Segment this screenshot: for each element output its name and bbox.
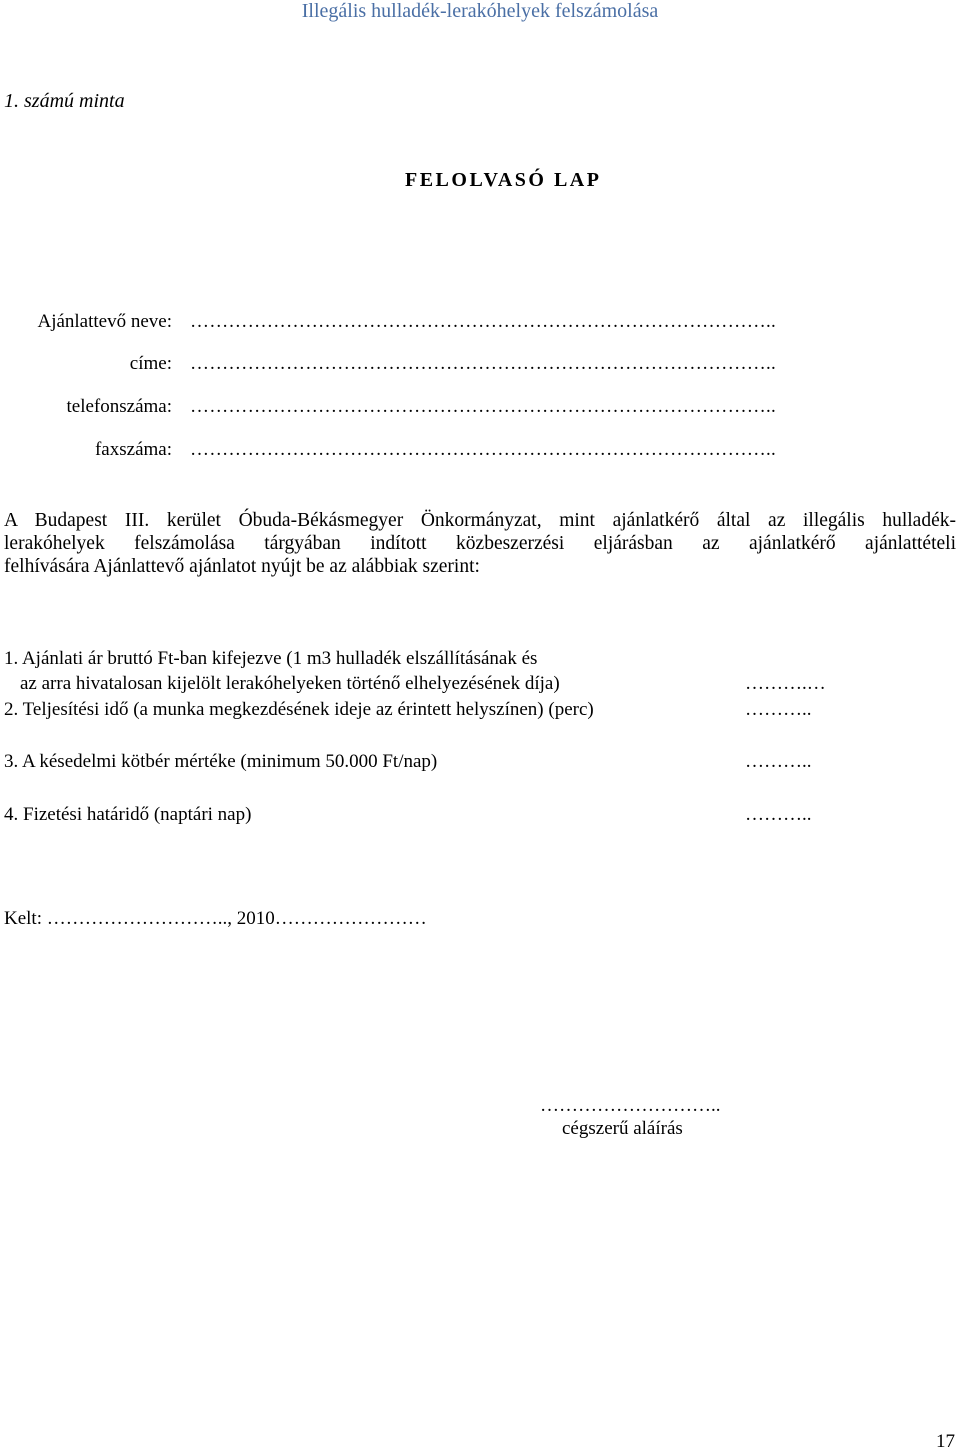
document-title: FELOLVASÓ LAP [405, 169, 602, 191]
field-dots-phone: ……………………………………………………………………………….. [190, 396, 776, 417]
field-label-address: címe: [129, 353, 172, 374]
item-3: 3. A késedelmi kötbér mértéke (minimum 50.000 Ft/nap) [4, 751, 438, 772]
intro-line-1: A Budapest III. kerület Óbuda-Békásmegyer Önkormányzat, mint ajánlatkérő által az illegális hulladék- [4, 510, 956, 531]
field-dots-address: ……………………………………………………………………………….. [190, 353, 776, 374]
signature-dots: ……………………….. [540, 1095, 721, 1116]
item-3-dots: ……….. [745, 751, 812, 772]
item-4: 4. Fizetési határidő (naptári nap) [4, 804, 252, 825]
field-label-name: Ajánlattevő neve: [37, 311, 172, 332]
item-1-line-2: az arra hivatalosan kijelölt lerakóhelyeken történő elhelyezésének díja) [20, 673, 560, 694]
item-2-dots: ……….. [745, 699, 812, 720]
field-label-fax: faxszáma: [94, 439, 172, 460]
field-label-phone: telefonszáma: [66, 396, 172, 417]
item-4-dots: ……….. [745, 804, 812, 825]
field-dots-name: ……………………………………………………………………………….. [190, 311, 776, 332]
field-dots-fax: ……………………………………………………………………………….. [190, 439, 776, 460]
intro-line-3: felhívására Ajánlattevő ajánlatot nyújt be az alábbiak szerint: [4, 556, 480, 577]
date-line: Kelt: ……………………….., 2010…………………… [4, 908, 427, 929]
item-2: 2. Teljesítési idő (a munka megkezdésének ideje az érintett helyszínen) (perc) [4, 699, 594, 720]
page-number: 17 [936, 1431, 955, 1452]
signature-label: cégszerű aláírás [562, 1118, 683, 1139]
sample-label: 1. számú minta [4, 90, 125, 112]
intro-line-2: lerakóhelyek felszámolása tárgyában indított közbeszerzési eljárásban az ajánlatkérő ajánlattételi [4, 533, 956, 554]
item-1-dots: ……….… [745, 673, 826, 694]
intro-paragraph [4, 509, 956, 578]
running-header: Illegális hulladék-lerakóhelyek felszámolása [301, 0, 659, 22]
item-1-line-1: 1. Ajánlati ár bruttó Ft-ban kifejezve (1 m3 hulladék elszállításának és [4, 648, 538, 669]
